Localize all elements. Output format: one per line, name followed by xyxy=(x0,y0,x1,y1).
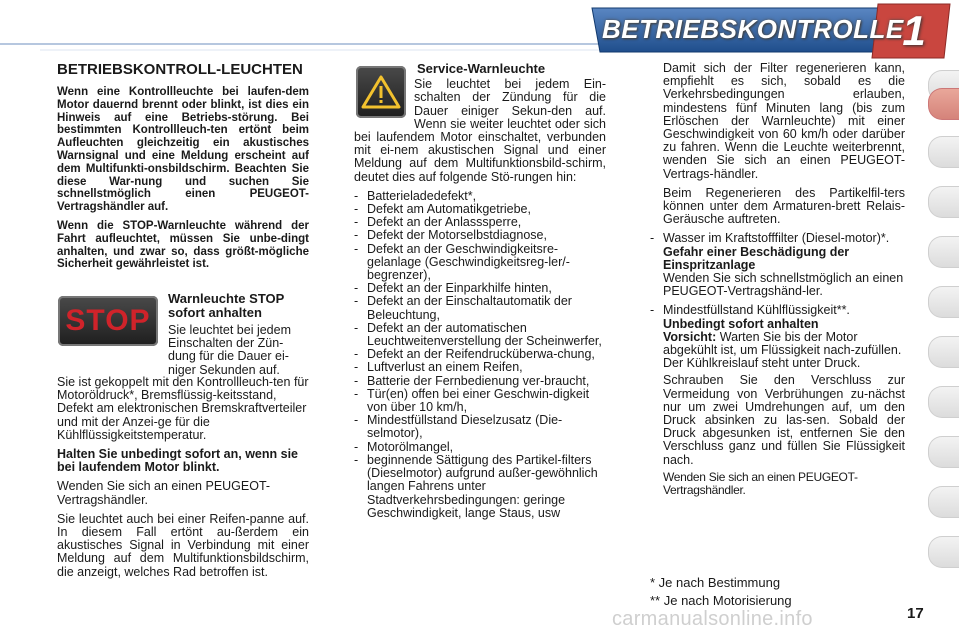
service-title: Service-Warnleuchte xyxy=(417,61,546,76)
relay-paragraph: Beim Regenerieren des Partikelfil-ters können unter dem Armaturen-brett Relais-Geräusche auftreten. xyxy=(663,185,905,227)
fault-list-item: - Defekt an der Einparkhilfe hinten, xyxy=(354,282,606,295)
stop-paragraph-1: Sie ist gekoppelt mit den Kontrollleuch-ten für Motoröldruck*, Bremsflüssig-keitsstand, Defekt am elektronischen Bremskraftverteiler und mit der Anzei-ge für die Kühlflüssigkeitstemperatur. xyxy=(57,375,309,442)
column-1 xyxy=(57,62,309,277)
footnote-2: ** Je nach Motorisierung xyxy=(650,593,792,608)
water-filter-item: Wasser im Kraftstofffilter (Diesel-motor)*. xyxy=(663,231,890,246)
cap-instructions: Schrauben Sie den Verschluss zur Vermeidung von Verbrühungen zu-nächst nur um zwei Umdrehungen auf, um den Druck absinken zu las-sen. Sobald der Druck abgesunken ist, entfernen Sie den Verschluss ganz und füllen Sie Flüssigkeit nach. xyxy=(663,373,905,467)
tab xyxy=(928,236,959,268)
page-header xyxy=(0,0,960,60)
page-number: 17 xyxy=(907,605,924,622)
regen-paragraph: Damit sich der Filter regenerieren kann, empfiehlt es sich, sobald es die Verkehrsbedingungen erlauben, mindestens fünf Minuten lang (bis zum Erlöschen der Warnleuchte) mit einer Geschwindigkeit von 60 km/h oder darüber zu fahren. Wenn die Leuchte weiterbrennt, wenden Sie sich an einen PEUGEOT-Vertrags-händler. xyxy=(663,61,905,181)
tab xyxy=(928,386,959,418)
tab xyxy=(928,186,959,218)
tab xyxy=(928,136,959,168)
fault-list-item: - Motorölmangel, xyxy=(354,441,606,454)
stop-desc: Sie leuchtet bei jedem Einschalten der Zün-dung für die Dauer ei-niger Sekunden auf. xyxy=(168,323,291,377)
tab-active xyxy=(928,88,959,120)
stop-block xyxy=(168,292,309,383)
intro-text: Wenn eine Kontrollleuchte bei laufen-dem Motor dauernd brennt oder blinkt, ist dies ein Hinweis auf eine Betriebs-störung. Bei bestimmten Kontrollleuch-ten ertönt beim Aufleuchten gleichzeitig ein akustisches Warnsignal und eine Meldung erscheint auf dem Multifunkti-onsbildschirm. Beachten Sie diese War-nung und suchen Sie schnellstmöglich einen PEUGEOT-Vertragshändler auf. xyxy=(57,86,309,214)
injection-text: Wenden Sie sich schnellstmöglich an einen PEUGEOT-Vertragshänd-ler. xyxy=(663,271,904,299)
column-2 xyxy=(354,62,606,520)
list-item xyxy=(650,232,905,298)
tab xyxy=(928,486,959,518)
footnote-1: * Je nach Bestimmung xyxy=(650,575,781,590)
watermark: carmanualsonline.info xyxy=(612,608,813,630)
chapter-title: BETRIEBSKONTROLLE xyxy=(602,14,904,44)
fault-list-item: - Defekt der Motorselbstdiagnose, xyxy=(354,229,606,242)
injection-warning: Gefahr einer Beschädigung der Einspritzanlage xyxy=(663,244,850,272)
fault-list-item: - beginnende Sättigung des Partikel-filters (Dieselmotor) aufgrund außer-gewöhnlich langen Fahrens unter Stadtverkehrsbedingungen: geringe Geschwindigkeit, lange Staus, usw xyxy=(354,454,606,520)
tab xyxy=(928,336,959,368)
dealer-note: Wenden Sie sich an einen PEUGEOT-Vertragshändler. xyxy=(663,469,858,498)
column-1-lower xyxy=(57,376,309,585)
fault-list-item: - Tür(en) offen bei einer Geschwin-digkeit von über 10 km/h, xyxy=(354,388,606,414)
section-tabs xyxy=(928,70,960,590)
col3-list xyxy=(650,232,905,497)
fault-list-item: - Defekt am Automatikgetriebe, xyxy=(354,203,606,216)
stop-note: Wenn die STOP-Warnleuchte während der Fahrt aufleuchtet, müssen Sie unbe-dingt anhalten, und zwar so, dass größt-mögliche Sicherheit gewährleistet ist. xyxy=(57,219,309,271)
list-item xyxy=(650,304,905,497)
tab xyxy=(928,536,959,568)
stop-paragraph-3: Wenden Sie sich an einen PEUGEOT-Vertragshändler. xyxy=(57,479,271,507)
stop-paragraph-2: Halten Sie unbedingt sofort an, wenn sie bei laufendem Motor blinkt. xyxy=(57,447,298,475)
icon-spacer xyxy=(354,78,414,130)
fault-list-item: - Batterie der Fernbedienung ver-braucht, xyxy=(354,375,606,388)
tab xyxy=(928,286,959,318)
service-desc-text: Sie leuchtet bei jedem Ein-schalten der Zündung für die Dauer einiger Sekun-den auf. Wenn sie weiter leuchtet oder sich bei laufendem Motor einschaltet, verbunden mit ei-nem akustischen Signal und einer Meldung auf dem Multifunktionsbild-schirm, deutet dies auf folgende Stö-rungen hin: xyxy=(354,77,606,184)
stop-warning-icon xyxy=(58,296,158,346)
tab xyxy=(928,436,959,468)
chapter-number: 1 xyxy=(902,7,926,54)
fault-list-item: - Defekt an der Einschaltautomatik der Beleuchtung, xyxy=(354,295,606,321)
fault-list-item: - Defekt an der Geschwindigkeitsre-gelanlage (Geschwindigkeitsreg-ler/-begrenzer), xyxy=(354,243,606,283)
chapter-badge xyxy=(883,6,945,56)
stop-icon-label: STOP xyxy=(65,304,151,337)
fault-list-item: - Mindestfüllstand Dieselzusatz (Die-selmotor), xyxy=(354,414,606,440)
service-fault-list xyxy=(354,190,606,520)
fault-list-item: - Defekt an der Reifendrucküberwa-chung, xyxy=(354,348,606,361)
coolant-stop-warning: Unbedingt sofort anhalten xyxy=(663,316,819,331)
fault-list-item: - Luftverlust an einem Reifen, xyxy=(354,361,606,374)
section-heading: BETRIEBSKONTROLL-LEUCHTEN xyxy=(57,61,303,78)
stop-paragraph-4: Sie leuchtet auch bei einer Reifen-panne auf. In diesem Fall ertönt au-ßerdem ein akustisches Signal in Verbindung mit einer Meldung auf dem Multifunktionsbildschirm, die anzeigt, welches Rad betroffen ist. xyxy=(57,511,309,579)
stop-title: Warnleuchte STOP sofort anhalten xyxy=(168,291,285,320)
caution-label: Vorsicht: xyxy=(663,329,717,344)
footnotes xyxy=(650,574,792,610)
fault-list-item: - Batterieladedefekt*, xyxy=(354,190,606,203)
coolant-item: Mindestfüllstand Kühlflüssigkeit**. xyxy=(663,303,850,318)
fault-list-item: - Defekt an der Anlasssperre, xyxy=(354,216,606,229)
service-desc xyxy=(354,78,606,184)
caution-text: Warten Sie bis der Motor abgekühlt ist, um Flüssigkeit nach-zufüllen. Der Kühlkreislauf steht unter Druck. xyxy=(663,329,902,371)
fault-list-item: - Defekt an der automatischen Leuchtweitenverstellung der Scheinwerfer, xyxy=(354,322,606,348)
column-3 xyxy=(650,62,905,497)
